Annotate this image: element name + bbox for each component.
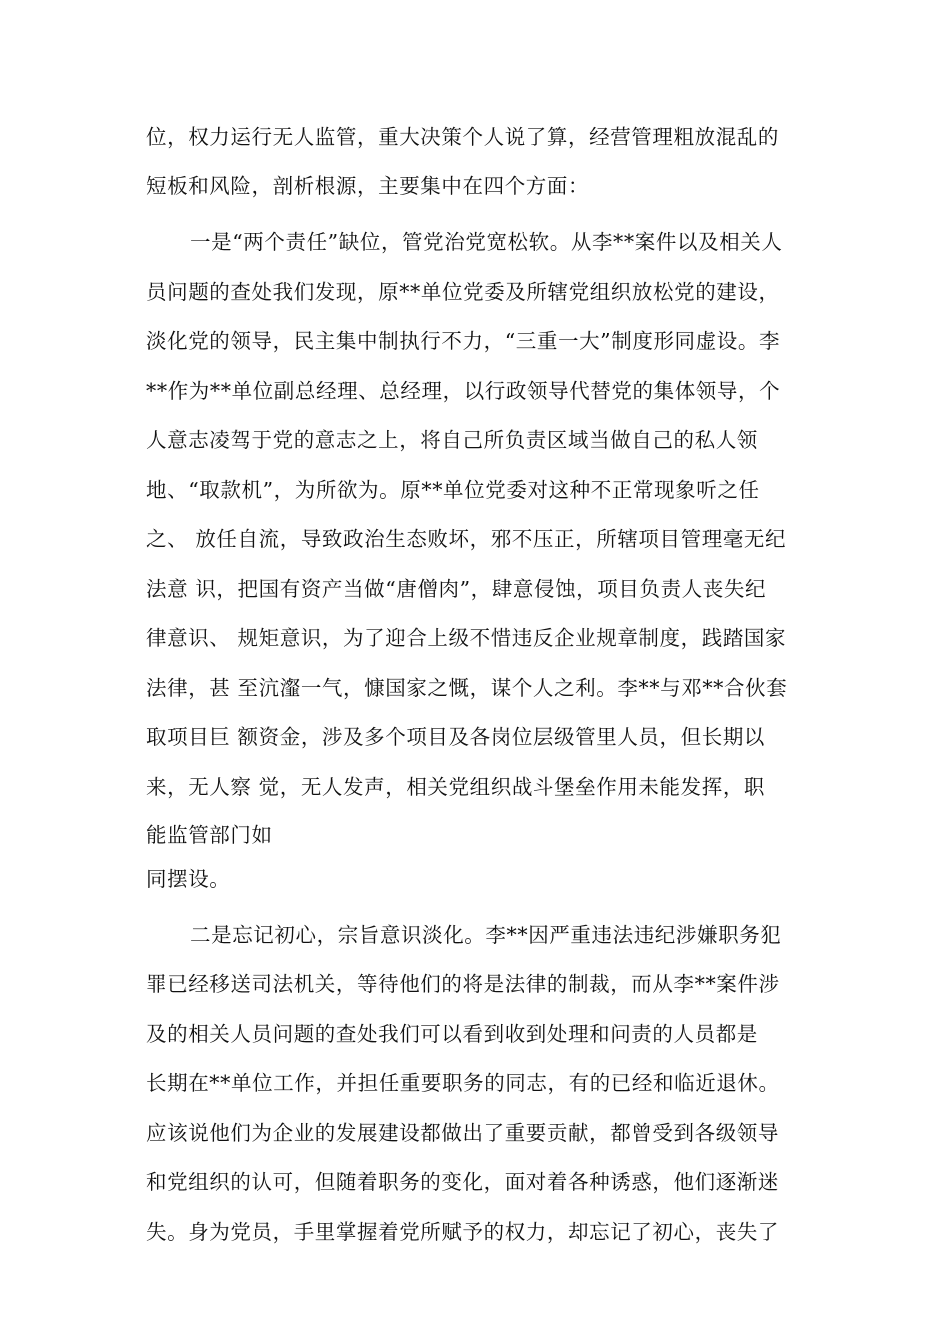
text-line-23: 失。身为党员，手里掌握着党所赋予的权力，却忘记了初心，丧失了 bbox=[146, 1220, 779, 1244]
text-line-14: 来，无人察 觉，无人发声，相关党组织战斗堡垒作用未能发挥，职 bbox=[146, 775, 766, 799]
text-line-15: 能监管部门如 bbox=[146, 823, 273, 847]
text-line-22: 和党组织的认可，但随着职务的变化，面对着各种诱惑，他们逐渐迷 bbox=[146, 1170, 779, 1194]
text-line-8: 地、“取款机”，为所欲为。原**单位党委对这种不正常现象听之任 bbox=[146, 478, 760, 502]
text-line-12: 法律，甚 至沆瀣一气，慷国家之慨，谋个人之利。李**与邓**合伙套 bbox=[146, 676, 788, 700]
text-line-1: 位，权力运行无人监管，重大决策个人说了算，经营管理粗放混乱的 bbox=[146, 125, 779, 149]
text-line-21: 应该说他们为企业的发展建设都做出了重要贡献，都曾受到各级领导 bbox=[146, 1121, 779, 1145]
text-line-13: 取项目巨 额资金，涉及多个项目及各岗位层级管里人员，但长期以 bbox=[146, 725, 766, 749]
text-line-7: 人意志凌驾于党的意志之上，将自己所负责区域当做自己的私人领 bbox=[146, 428, 758, 452]
text-line-18: 罪已经移送司法机关，等待他们的将是法律的制裁，而从李**案件涉 bbox=[146, 972, 780, 996]
paragraph-1-start: 一是“两个责任”缺位，管党治党宽松软。从李**案件以及相关人 bbox=[190, 230, 783, 254]
paragraph-2-start: 二是忘记初心，宗旨意识淡化。李**因严重违法违纪涉嫌职务犯 bbox=[190, 923, 782, 947]
text-line-9: 之、 放任自流，导致政治生态败坏，邪不压正，所辖项目管理毫无纪 bbox=[146, 527, 787, 551]
text-line-2: 短板和风险，剖析根源，主要集中在四个方面： bbox=[146, 174, 590, 198]
text-line-19: 及的相关人员问题的查处我们可以看到收到处理和问责的人员都是 bbox=[146, 1022, 758, 1046]
text-line-16: 同摆设。 bbox=[146, 867, 231, 891]
text-line-11: 律意识、 规矩意识，为了迎合上级不惜违反企业规章制度，践踏国家 bbox=[146, 626, 787, 650]
text-line-6: **作为**单位副总经理、总经理，以行政领导代替党的集体领导，个 bbox=[146, 379, 781, 403]
text-line-20: 长期在**单位工作，并担任重要职务的同志，有的已经和临近退休。 bbox=[146, 1071, 780, 1095]
text-line-4: 员问题的查处我们发现，原**单位党委及所辖党组织放松党的建设， bbox=[146, 280, 780, 304]
text-line-5: 淡化党的领导，民主集中制执行不力，“三重一大”制度形同虚设。李 bbox=[146, 329, 781, 353]
text-line-10: 法意 识，把国有资产当做“唐僧肉”，肆意侵蚀，项目负责人丧失纪 bbox=[146, 577, 767, 601]
